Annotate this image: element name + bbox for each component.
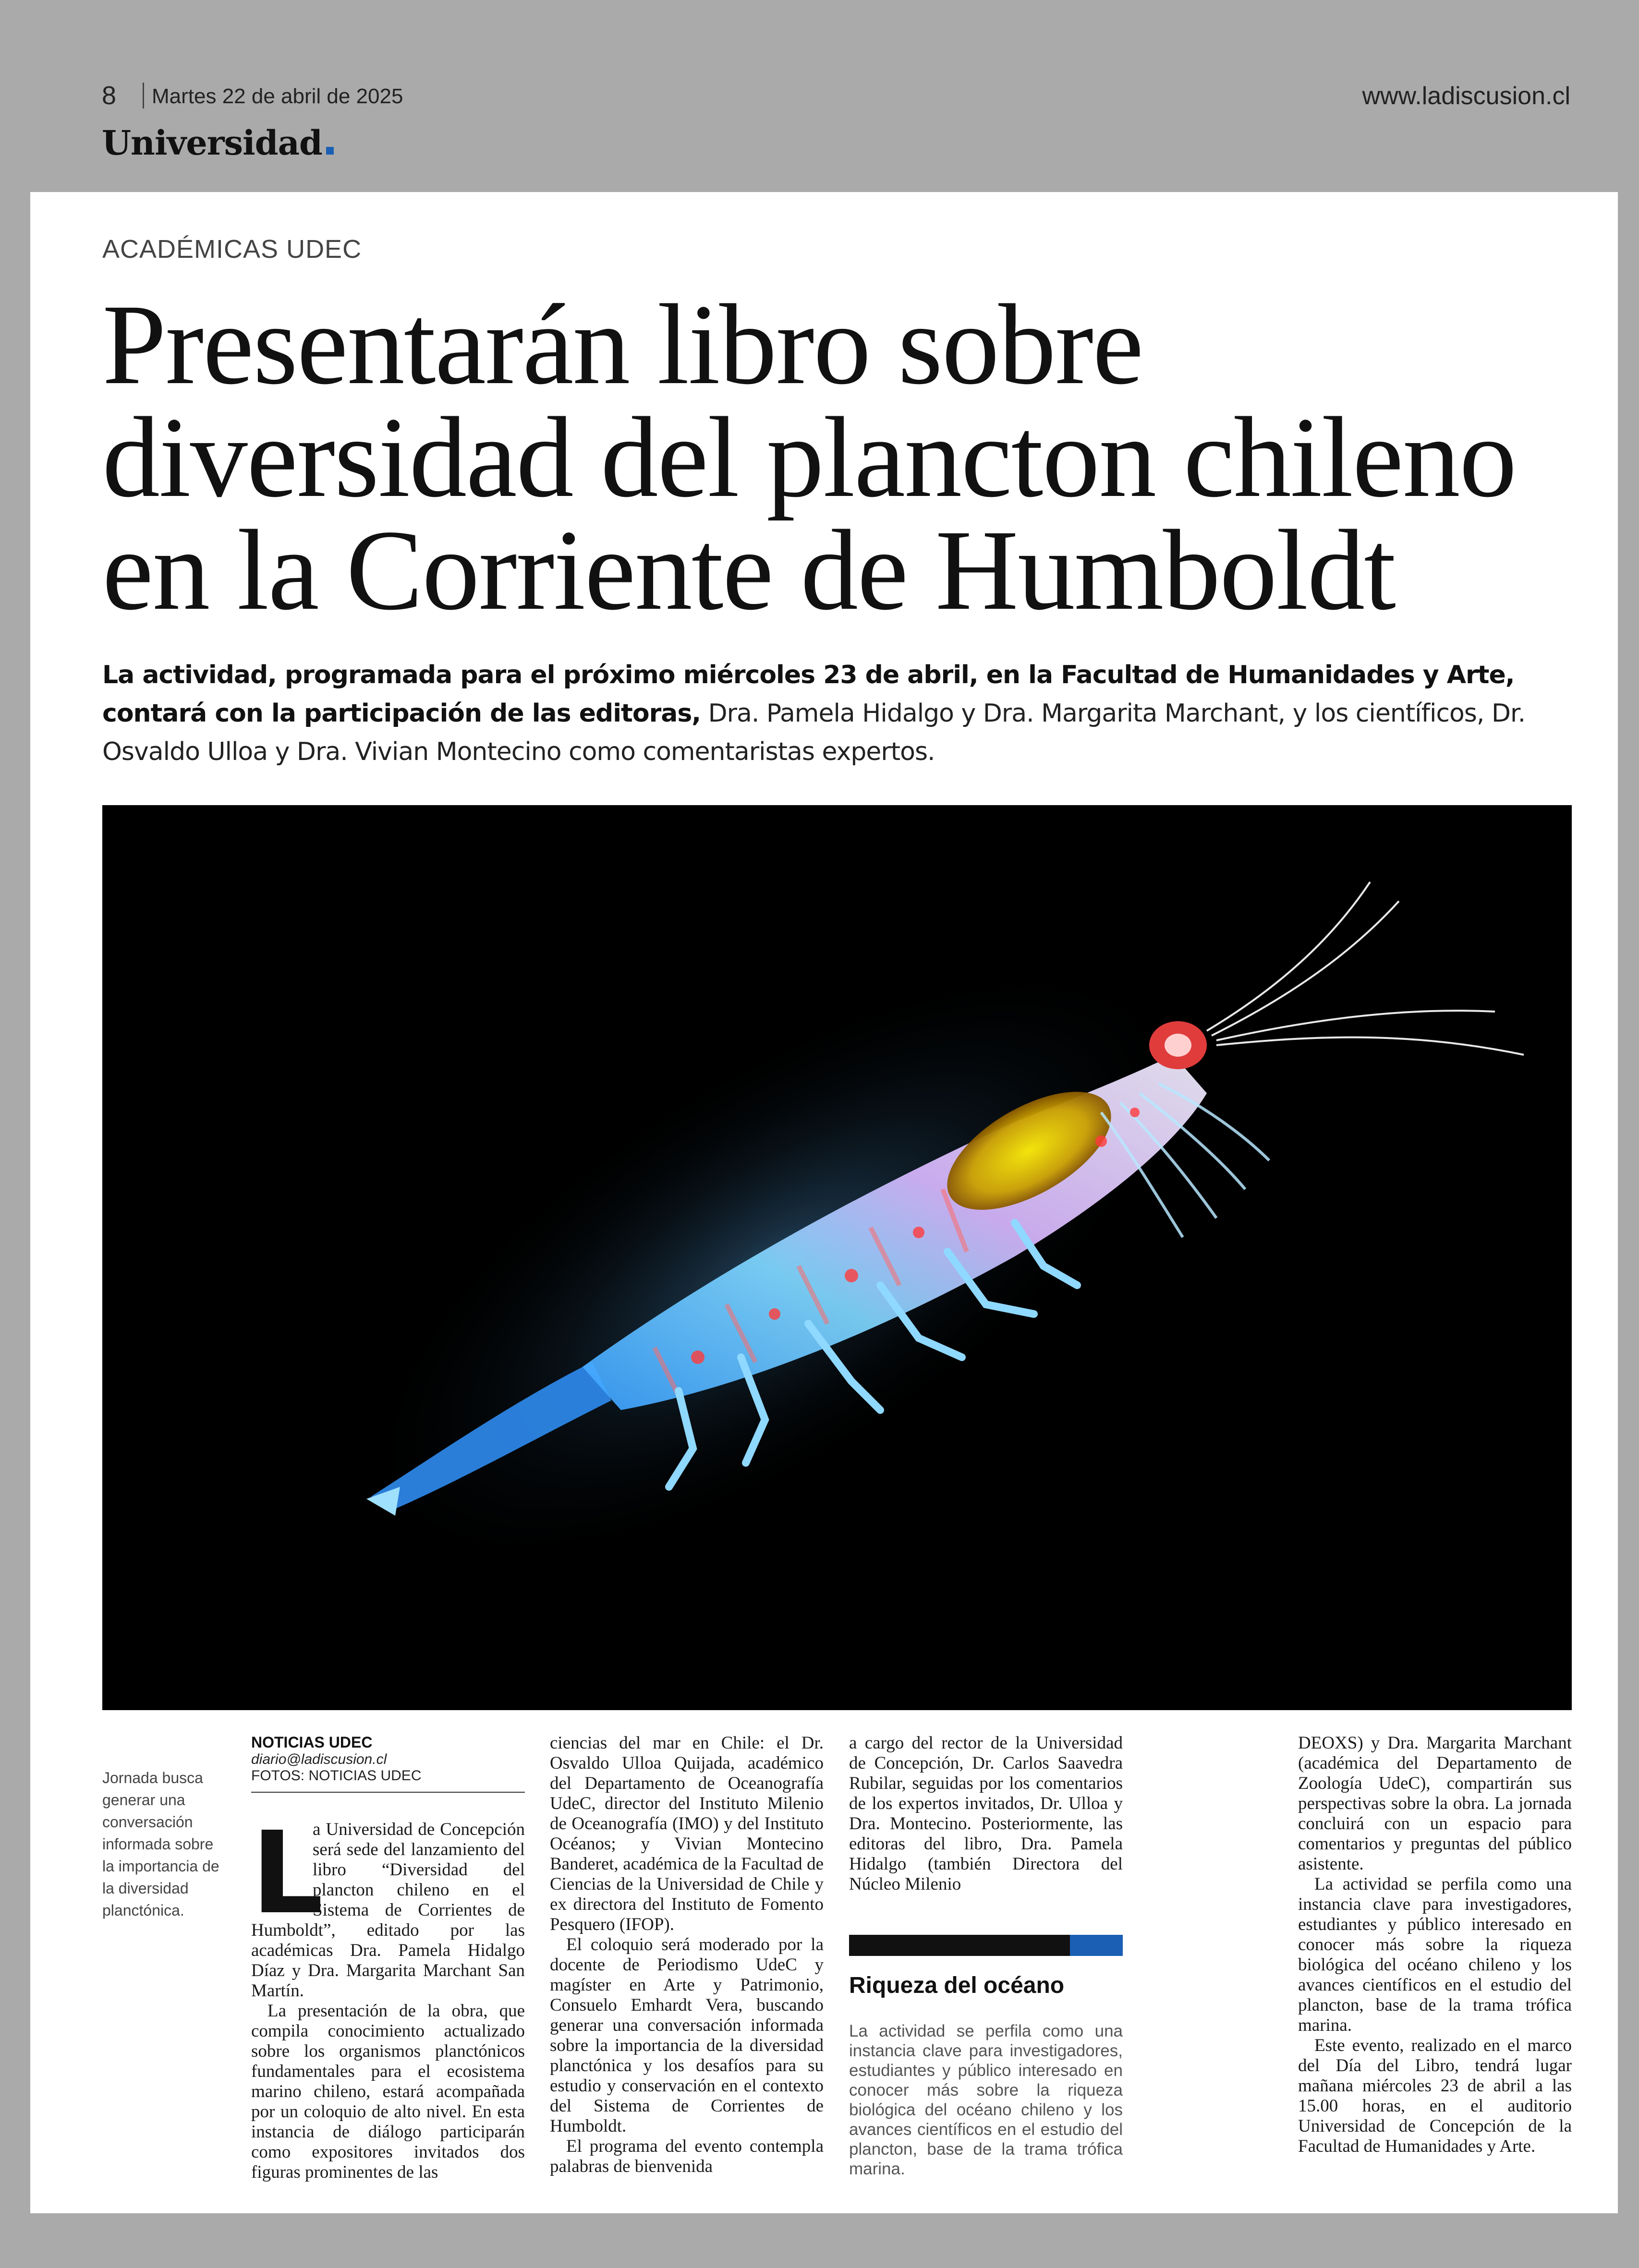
article-paragraph: Este evento, realizado en el marco del Día del Libro, tendrá lugar mañana miércoles 23 de abril a las 15.00 horas, en el auditorio Universidad de Concepción de la Facultad de Humanidades y Arte.	[1298, 2036, 1572, 2156]
page-number: 8	[102, 81, 117, 110]
section-title	[102, 123, 334, 163]
article-paragraph: El programa del evento contempla palabras de bienvenida	[550, 2136, 824, 2176]
byline-divider	[251, 1792, 525, 1793]
header-divider	[143, 83, 144, 109]
byline-org: NOTICIAS UDEC	[251, 1734, 373, 1751]
article-paragraph: a Universidad de Concepción será sede del lanzamiento del libro “Diversidad del plancton chileno en el Sistema de Corrientes de Humboldt”, editado por las académicas Dra. Pamela Hidalgo Díaz y Dra. Margarita Marchant San Martín.	[251, 1820, 525, 2001]
website-link[interactable]: www.ladiscusion.cl	[1362, 82, 1570, 110]
dek-regular: Dra. Pamela Hidalgo y Dra. Margarita Marchant, y los científicos, Dr. Osvaldo Ulloa y Dra. Vivian Montecino como comentaristas expertos.	[102, 699, 1526, 766]
article-column-3	[849, 1733, 1123, 1894]
sidebar-title: Riqueza del océano	[849, 1973, 1065, 1998]
article-paragraph: a cargo del rector de la Universidad de Concepción, Dr. Carlos Saavedra Rubilar, seguidas por los comentarios de los expertos invitados, Dr. Ulloa y Dra. Montecino. Posteriormente, las editoras del libro, Dra. Pamela Hidalgo (también Directora del Núcleo Milenio	[849, 1733, 1123, 1894]
issue-date: Martes 22 de abril de 2025	[152, 84, 403, 108]
article-paragraph: DEOXS) y Dra. Margarita Marchant (académica del Departamento de Zoología UdeC), compartirán sus perspectivas sobre la obra. La jornada concluirá con un espacio para comentarios y preguntas del público asistente.	[1298, 1733, 1572, 1874]
dek-bold: La actividad, programada para el próximo miércoles 23 de abril, en la Facultad de Humanidades y Arte, contará con la participación de las editoras,	[102, 661, 1515, 728]
krill-photo-icon	[102, 805, 1572, 1710]
article-column-1	[251, 1733, 525, 2183]
article-paragraph: La actividad se perfila como una instancia clave para investigadores, estudiantes y público interesado en conocer más sobre la riqueza biológica del océano chileno y los avances científicos en el estudio del plancton, base de la trama trófica marina.	[1298, 1874, 1572, 2035]
article-column-4	[1298, 1733, 1572, 2157]
article-paragraph: ciencias del mar en Chile: el Dr. Osvaldo Ulloa Quijada, académico del Departamento de Oceanografía UdeC, director del Instituto Milenio de Oceanografía (IMO) y del Instituto Océanos; y Vivian Montecino Banderet, académica de la Facultad de Ciencias de la Universidad de Chile y ex directora del Instituto de Fomento Pesquero (IFOP).	[550, 1733, 824, 1934]
article-photo	[102, 805, 1572, 1710]
byline-email[interactable]: diario@ladiscusion.cl	[251, 1751, 387, 1767]
section-label: Universidad	[102, 123, 322, 163]
photo-caption: Jornada busca generar una conversación informada sobre la importancia de la diversidad planctónica.	[102, 1769, 219, 1919]
article-paragraph: El coloquio será moderado por la docente de Periodismo UdeC y magíster en Arte y Patrimonio, Consuelo Emhardt Vera, buscando generar una conversación informada sobre la importancia de la diversidad planctónica y los desafíos para su estudio y conservación en el contexto del Sistema de Corrientes de Humboldt.	[550, 1935, 824, 2136]
article-column-2	[550, 1733, 824, 2177]
article-dek	[102, 656, 1572, 771]
article-headline: Presentarán libro sobre diversidad del plancton chileno en la Corriente de Humboldt	[102, 280, 1516, 634]
drop-cap-letter: L	[251, 1807, 324, 1939]
byline-photo-credit: FOTOS: NOTICIAS UDEC	[251, 1768, 422, 1784]
article-kicker: ACADÉMICAS UDEC	[102, 235, 362, 264]
sidebar-body: La actividad se perfila como una instancia clave para investigadores, estudiantes y público interesado en conocer más sobre la riqueza biológica del océano chileno y los avances científicos en el estudio del plancton, base de la trama trófica marina.	[849, 2022, 1123, 2178]
section-dot-icon	[326, 147, 334, 155]
sidebar-rule-accent	[1070, 1935, 1123, 1956]
article-paragraph: La presentación de la obra, que compila conocimiento actualizado sobre los organismos planctónicos fundamentales para el ecosistema marino chileno, estará acompañada por un coloquio de alto nivel. En esta instancia de diálogo participarán como expositores invitados dos figuras prominentes de las	[251, 2001, 525, 2182]
drop-cap	[251, 1807, 324, 1939]
